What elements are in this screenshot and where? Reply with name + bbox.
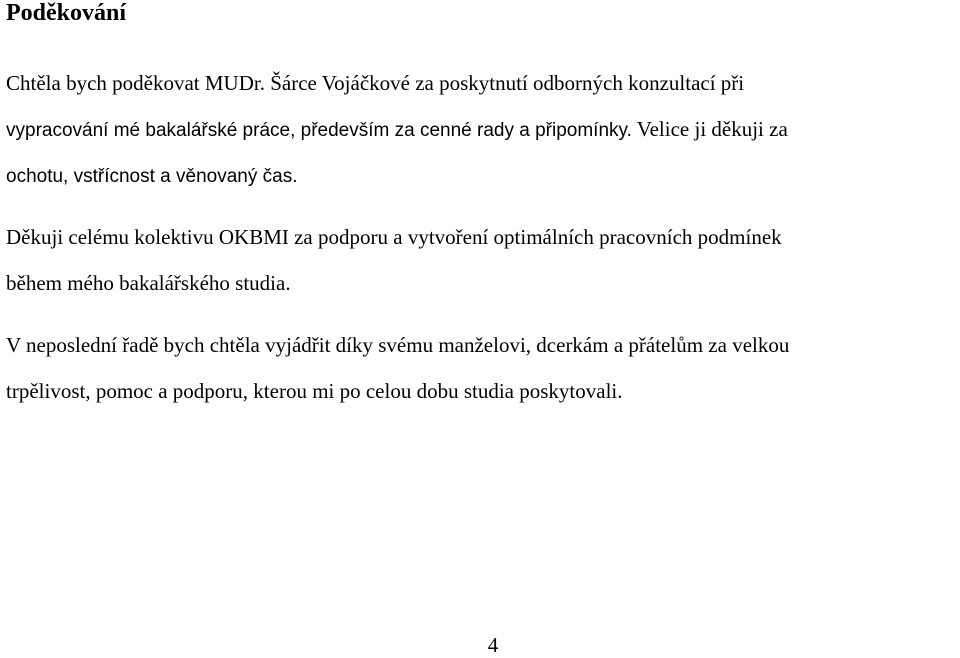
paragraph-line: trpělivost, pomoc a podporu, kterou mi po celou dobu studia poskytovali.	[6, 379, 623, 403]
paragraph-line: během mého bakalářského studia.	[6, 271, 291, 295]
paragraph-line: ochotu, vstřícnost a věnovaný čas.	[6, 166, 298, 187]
paragraph-thanks-supervisor	[6, 60, 788, 200]
paragraph-line: Chtěla bych poděkovat MUDr. Šárce Vojáčkové za poskytnutí odborných konzultací při	[6, 71, 745, 95]
paragraph-line	[6, 106, 788, 154]
paragraph-line-segment: vypracování mé bakalářské práce, především za cenné rady a připomínky.	[6, 120, 632, 141]
page-heading: Poděkování	[6, 0, 127, 26]
paragraph-line: V neposlední řadě bych chtěla vyjádřit díky svému manželovi, dcerkám a přátelům za velkou	[6, 333, 790, 357]
paragraph-line: Děkuji celému kolektivu OKBMI za podporu a vytvoření optimálních pracovních podmínek	[6, 225, 782, 249]
paragraph-line-segment: Velice ji děkuji za	[631, 117, 788, 141]
page-number: 4	[487, 633, 499, 657]
paragraph-thanks-family	[6, 322, 789, 414]
paragraph-thanks-team	[6, 214, 782, 306]
